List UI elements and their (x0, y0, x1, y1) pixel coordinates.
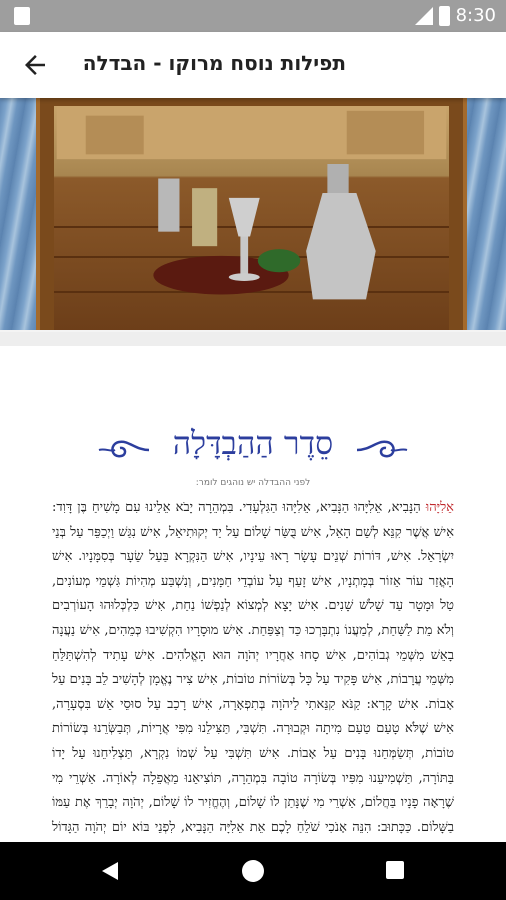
status-bar (0, 0, 506, 32)
clipboard-icon (14, 7, 30, 25)
prayer-body (52, 496, 454, 865)
divider (0, 332, 506, 346)
body-text: הַנָּבִיא, אֵלִיָּהוּ הַנָּבִיא, אֵלִיָּהוּ הַגִּלְעָדִי. בִּמְהֵרָה יָבֹא אֵלֵינוּ עִם מָשִׁיחַ בֶּן דָּוִד: אִישׁ אֲשֶׁר קִנֵּא לְשֵׁם הָאֵל, אִישׁ בֻּשַּׂר שָׁלוֹם עַל יַד יְקוּתִיאֵל, אִישׁ נִגַּשׁ וַיְכַפֵּר עַל בְּנֵי יִשְׂרָאֵל. אִישׁ, דּוֹרוֹת שְׁנֵים עָשָׂר רָאוּ עֵינָיו, אִישׁ הַנִּקְרָא בַּעַל שֵׂעָר בְּסִמָּנָיו. אִישׁ הָאֳזַר עוֹר אֵזוֹר בְּמָתְנָיו, אִישׁ זָעַף עַל עוֹבְדֵי חַמָּנִים, וְנִשְׁבַּע מְהִיוֹת גִּשְׁמֵי מְעוֹנִים, טַל וּמָטָר עַד שָׁלֹשׁ שָׁנִים. אִישׁ יָצָא לְמְצוֹא לְנַפְשׁוֹ נַחַת, אִישׁ כִּלְכְּלוּהוּ הָעוֹרְבִים וְלֹא מֵת לַשַּׁחַת, לְמַעֲנוֹ נִתְבָּרְכוּ כַּד וְצַפַּחַת. אִישׁ מוּסָרָיו הִקְשִׁיבוּ כְּמֵהִים, אִישׁ נַעֲנָה בָאֵשׁ מִשְּׁמֵי גְבוֹהִים, אִישׁ סָחוּ אַחֲרָיו יְהֹוָה הוּא הָאֱלֹהִים. אִישׁ עָתִיד לְהִשְׁתַּלֵּחַ מִשְּׁמֵי עֲרָבוֹת, אִישׁ פָּקִיד עַל כָּל בְּשׂוֹרוֹת טוֹבוֹת, אִישׁ צִיר נֶאֱמָן לְהָשִׁיב לֵב בָּנִים עַל אָבוֹת. אִישׁ קָרָא: קַנֹּא קִנֵּאתִי לַיהֹוָה בְּתִפְאָרָה, אִישׁ רָכַב עַל סוּסֵי אֵשׁ בִּסְעָרָה, אִישׁ שֶׁלֹּא טָעַם טַעַם מִיתָה וּקְבוּרָה. תִּשְׁבִּי, תַּצִּילֵנוּ מִפִּי אֲרָיוֹת, תְּבַשְּׂרֵנוּ בְּשׂוֹרוֹת טוֹבוֹת, תְּשַׂמְּחֵנוּ בָּנִים עַל אָבוֹת. אִישׁ תִּשְׁבִּי עַל שְׁמוֹ נִקְרָא, תַּצְלִיחֵנוּ עַל יָדוֹ בַּתּוֹרָה, תַּשְׁמִיעֵנוּ מִפִּיו בְּשׂוֹרָה טוֹבָה בִּמְהֵרָה, תּוֹצִיאֵנוּ מֵאֲפֵלָה לְאוֹרָה. אַשְׁרֵי מִי שֶׁרָאָה פָנָיו בַּחֲלוֹם, אַשְׁרֵי מִי שֶׁנָּתַן לוֹ שָׁלוֹם, וְהֶחֱזִיר לוֹ שָׁלוֹם, יְהֹוָה יְבָרֵךְ אֶת עַמּוֹ בַשָּׁלוֹם. כַּכָּתוּב: הִנֵּה אָנֹכִי שֹׁלֵחַ לָכֶם אֵת אֵלִיָּה הַנָּבִיא, לִפְנֵי בּוֹא יוֹם יְהֹוָה הַגָּדוֹל (52, 500, 454, 835)
nav-recents-icon[interactable] (386, 861, 404, 879)
heading-text: סֵדֶר הַהַבְדָּלָה (172, 424, 334, 462)
app-bar (0, 32, 506, 98)
first-word: אֵלִיָּהוּ (425, 500, 454, 515)
section-heading (95, 420, 411, 470)
prayer-content (0, 346, 506, 842)
status-time: 8:30 (455, 5, 496, 26)
battery-charging-icon (439, 6, 450, 26)
nav-bar (0, 842, 506, 900)
signal-icon (415, 7, 433, 25)
banner-image (0, 98, 506, 330)
nav-back-icon[interactable] (102, 862, 118, 880)
havdalah-illustration (54, 106, 449, 330)
page-title: תפילות נוסח מרוקו - הבדלה (82, 51, 346, 75)
arrow-back-icon[interactable] (20, 50, 50, 80)
subnote-text: לפני ההבדלה יש נוהגים לומר: (195, 478, 311, 488)
nav-home-icon[interactable] (242, 860, 264, 882)
picture-frame (36, 98, 467, 330)
